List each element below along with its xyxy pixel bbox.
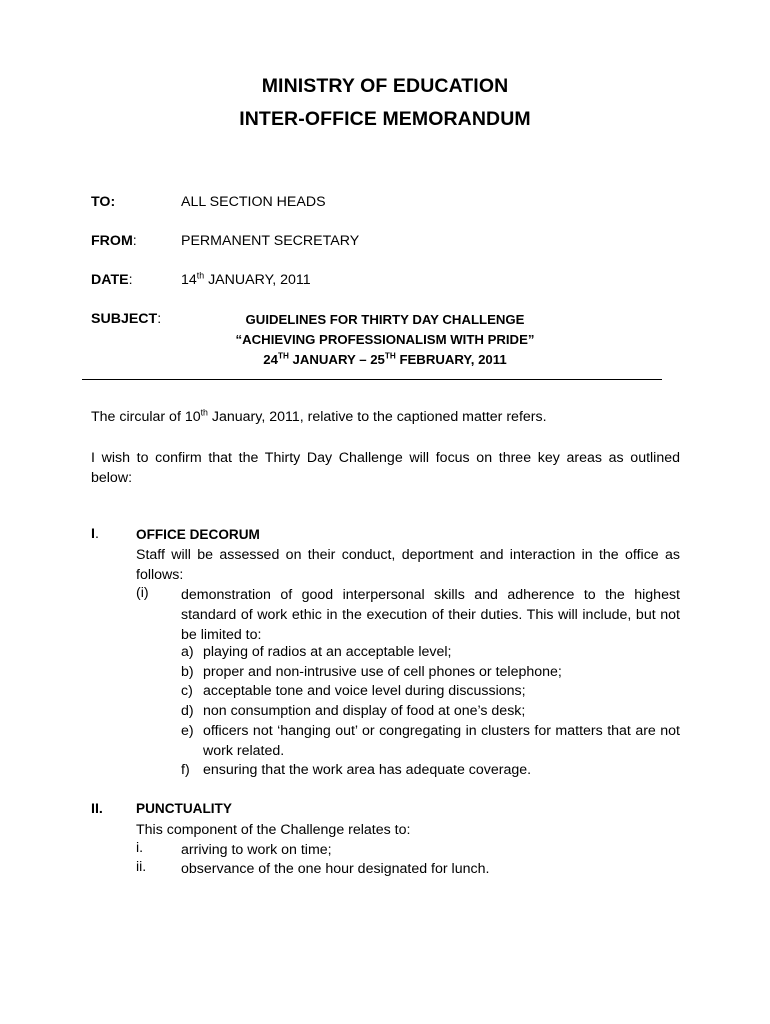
section-1-sub-marker: (i) (136, 585, 149, 601)
section-2-item-1-text: arriving to work on time; (181, 842, 332, 858)
decorum-list (181, 643, 680, 781)
list-item: c) acceptable tone and voice level during discussions; (181, 683, 526, 700)
date-label: DATE (91, 272, 129, 288)
memo-page: MINISTRY OF EDUCATION INTER-OFFICE MEMORANDUM TO: ALL SECTION HEADS FROM: PERMANENT SECRETARY DATE: 14th JANUARY, 2011 SUBJECT: GUIDELINES FOR THIRTY DAY CHALLENGE “ACHIEVING PROFESSIONALISM WITH PRIDE” 24TH JANUARY – 25TH FEBRUARY, 2011 The circular of 10th January, 2011, relative to the captioned matter refers. I wish to confirm that the Thirty Day Challenge will focus on three key areas as outlined below: I. OFFICE DECORUM Staff will be assessed on their conduct, deportment and interaction in the office as follows: (i) demonstration of good interpersonal skills and adherence to the highest standard of work ethic in the execution of their duties. This will include, but not be limited to: a) playing of radios at an acceptable level; b) proper and non-intrusive use of cell phones or telephone; c) acceptable tone and voice level during discussions; d) non consumption and display of food at one’s desk; e) officers not ‘hanging out’ or congregating in clusters for matters that are not work related. f) ensuring that the work area has adequate coverage. II. PUNCTUALITY This component of the Challenge relates to: i. arriving to work on time; ii. observance of the one hour designated for lunch. (0, 0, 770, 1024)
section-1-sub-text: demonstration of good interpersonal skills and adherence to the highest standard of work ethic in the execution of their duties. This will include, but not be limited to: (181, 587, 680, 643)
header-divider (82, 379, 662, 380)
list-item: d) non consumption and display of food at one’s desk; (181, 703, 526, 720)
date-value: 14th JANUARY, 2011 (181, 270, 311, 288)
circular-paragraph: The circular of 10th January, 2011, relative to the captioned matter refers. (91, 407, 547, 425)
subject-line-3: 24TH JANUARY – 25TH FEBRUARY, 2011 (263, 351, 507, 367)
section-2-item-2-text: observance of the one hour designated for lunch. (181, 861, 490, 877)
section-1-intro: Staff will be assessed on their conduct, deportment and interaction in the office as follows: (136, 547, 680, 583)
subject-label: SUBJECT (91, 311, 158, 327)
to-label: TO: (91, 194, 116, 210)
section-2-intro: This component of the Challenge relates to: (136, 822, 411, 838)
memo-title: INTER-OFFICE MEMORANDUM (239, 108, 531, 130)
section-2-item-1-marker: i. (136, 840, 144, 856)
list-item: b) proper and non-intrusive use of cell phones or telephone; (181, 663, 562, 680)
list-item: f) ensuring that the work area has adequate coverage. (181, 762, 532, 779)
section-1-title: OFFICE DECORUM (136, 527, 260, 542)
section-1-number: I. (91, 526, 99, 542)
confirm-paragraph: I wish to confirm that the Thirty Day Challenge will focus on three key areas as outlined below: (91, 450, 680, 486)
ministry-title: MINISTRY OF EDUCATION (261, 75, 509, 97)
from-label: FROM (91, 233, 133, 249)
subject-line-1: GUIDELINES FOR THIRTY DAY CHALLENGE (245, 312, 525, 327)
list-item: e) officers not ‘hanging out’ or congregating in clusters for matters that are not work related. (181, 722, 680, 759)
section-2-item-2-marker: ii. (136, 859, 147, 875)
subject-block (180, 310, 590, 370)
from-value: PERMANENT SECRETARY (181, 233, 360, 249)
list-item: a) playing of radios at an acceptable level; (181, 644, 452, 660)
section-2-title: PUNCTUALITY (136, 801, 232, 816)
section-2-number: II. (91, 801, 103, 817)
to-value: ALL SECTION HEADS (181, 194, 326, 210)
subject-line-2: “ACHIEVING PROFESSIONALISM WITH PRIDE” (235, 332, 535, 347)
